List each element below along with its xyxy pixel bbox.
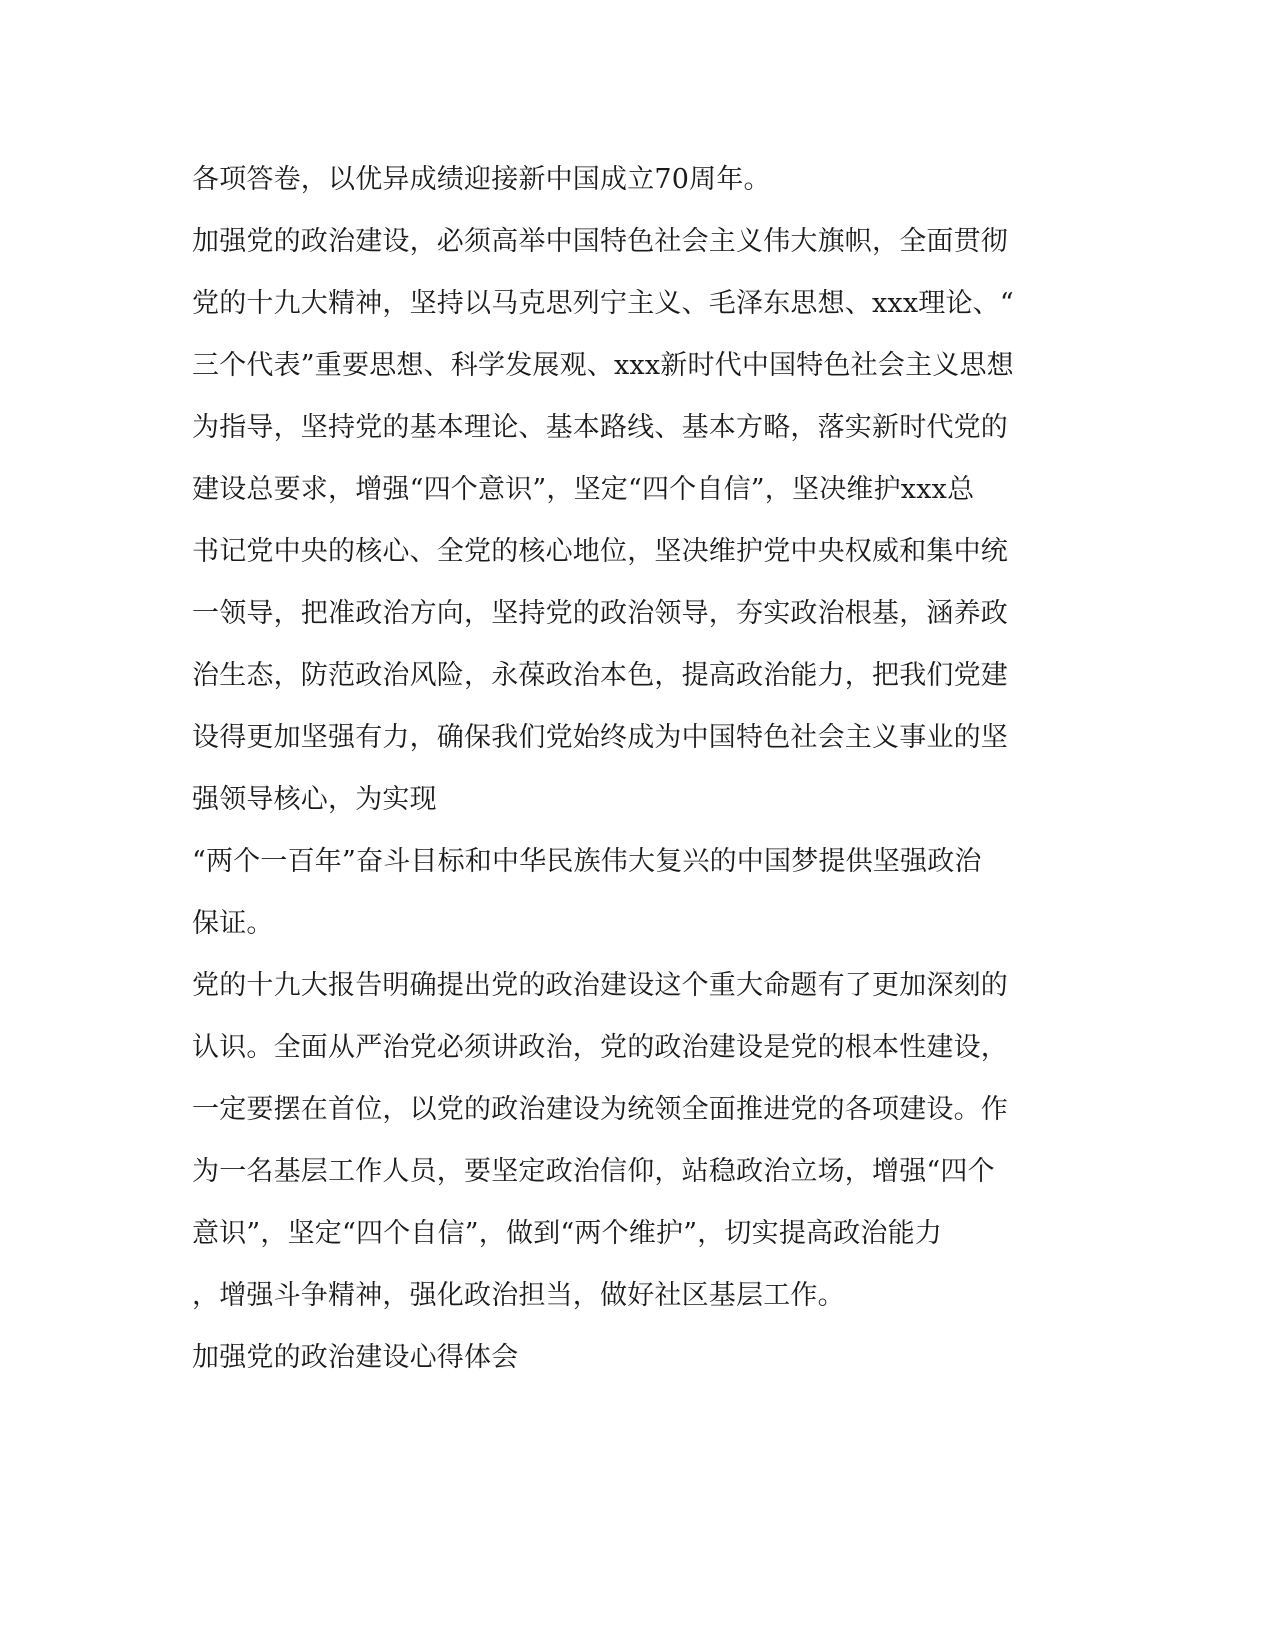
text-line: 党的十九大报告明确提出党的政治建设这个重大命题有了更加深刻的 [192,970,1008,1001]
text-line: 书记党中央的核心、全党的核心地位，坚决维护党中央权威和集中统 [192,536,1008,567]
text-line: “两个一百年”奋斗目标和中华民族伟大复兴的中国梦提供坚强政治 [192,846,982,877]
text-line: 保证。 [192,908,274,939]
text-line: 为指导，坚持党的基本理论、基本路线、基本方略，落实新时代党的 [192,412,1008,443]
text-line: 为一名基层工作人员，要坚定政治信仰，站稳政治立场，增强“四个 [192,1156,995,1187]
text-line: 三个代表”重要思想、科学发展观、xxx新时代中国特色社会主义思想 [192,350,1014,381]
text-line: 认识。全面从严治党必须讲政治，党的政治建设是党的根本性建设， [192,1032,1008,1063]
text-line: 一领导，把准政治方向，坚持党的政治领导，夯实政治根基，涵养政 [192,598,1008,629]
text-line: 设得更加坚强有力，确保我们党始终成为中国特色社会主义事业的坚 [192,722,1008,753]
text-line: 党的十九大精神，坚持以马克思列宁主义、毛泽东思想、xxx理论、“ [192,288,1014,319]
text-line: 建设总要求，增强“四个意识”，坚定“四个自信”，坚决维护xxx总 [192,474,975,505]
section-heading: 加强党的政治建设心得体会 [192,1342,519,1373]
text-line: ，增强斗争精神，强化政治担当，做好社区基层工作。 [192,1280,845,1311]
text-line: 强领导核心，为实现 [192,784,437,815]
text-line: 加强党的政治建设，必须高举中国特色社会主义伟大旗帜，全面贯彻 [192,226,1008,257]
text-line: 一定要摆在首位，以党的政治建设为统领全面推进党的各项建设。作 [192,1094,1008,1125]
text-line: 意识”，坚定“四个自信”，做到“两个维护”，切实提高政治能力 [192,1218,943,1249]
text-line: 各项答卷，以优异成绩迎接新中国成立70周年。 [192,164,771,195]
text-line: 治生态，防范政治风险，永葆政治本色，提高政治能力，把我们党建 [192,660,1008,691]
